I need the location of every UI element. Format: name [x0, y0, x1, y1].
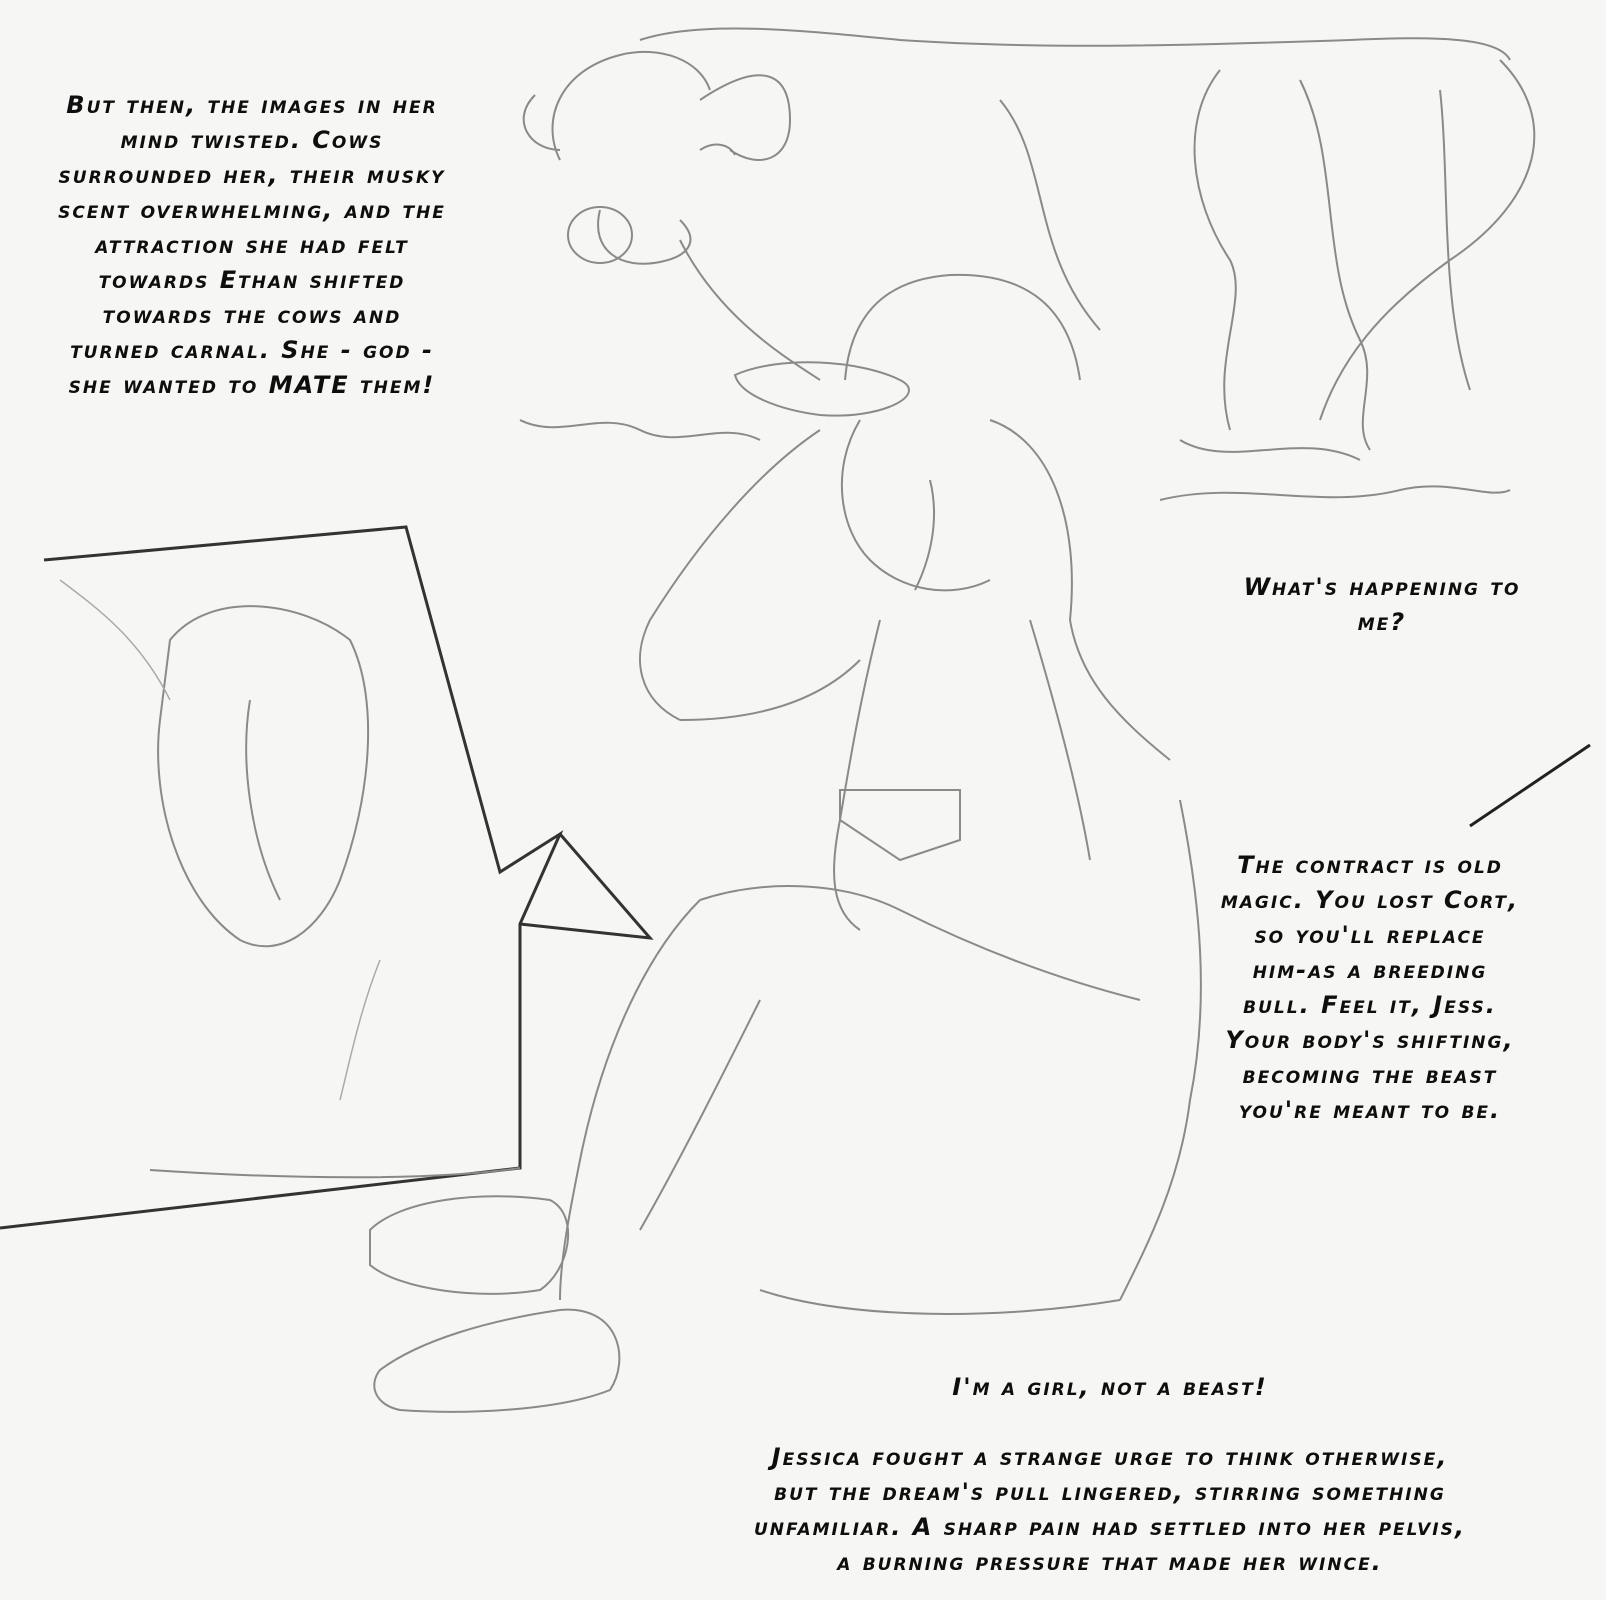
speech-girl-not-beast: I'm a girl, not a beast!: [952, 1373, 1268, 1401]
speech-tail: [1470, 745, 1590, 826]
narration-box-bottom: Jessica fought a strange urge to think otherwise, but the dream's pull lingered, stirring something unfamiliar. A sharp pain had settled into her pelvis, a burning pressure that made her wince.: [753, 1443, 1466, 1576]
woman-figure: [560, 420, 1201, 1314]
cap-sketch: [735, 275, 1080, 416]
speech-whats-happening: What's happening to me?: [1243, 573, 1521, 636]
boots-sketch: [370, 1196, 619, 1412]
inset-panel: [0, 527, 650, 1228]
cow-sketch: [520, 28, 1534, 500]
speech-contract: The contract is old magic. You lost Cort, so you'll replace him-as a breeding bull. Feel it, Jess. Your body's shifting, becoming the beast you're meant to be.: [1220, 851, 1520, 1124]
narration-box-top: But then, the images in her mind twisted. Cows surrounded her, their musky scent overwhelming, and the attraction she had felt towards Ethan shifted towards the cows and turned carnal. She - god - she wanted to MATE them!: [58, 91, 446, 399]
